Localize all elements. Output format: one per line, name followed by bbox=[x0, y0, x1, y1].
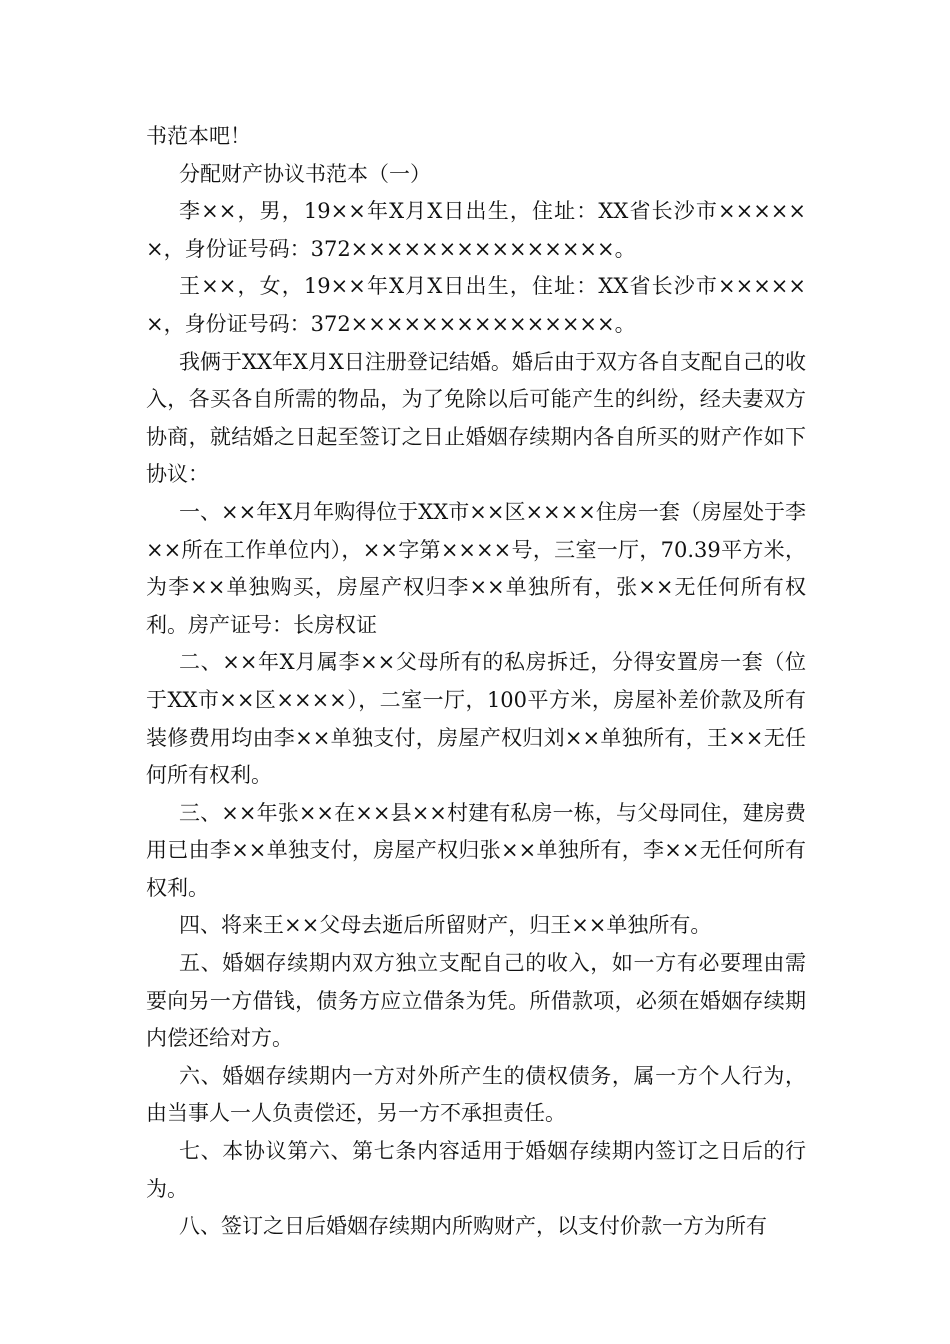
document-body bbox=[146, 118, 806, 1246]
section-title: 分配财产协议书范本（一） bbox=[179, 161, 431, 186]
clause-1: 一、××年X月年购得位于XX市××区××××住房一套（房屋处于李××所在工作单位内），××字第××××号，三室一厅，70.39平方米，为李××单独购买，房屋产权归李××单独所有，张××无任何所有权利。房产证号：长房权证 bbox=[146, 499, 806, 637]
clause-2: 二、××年X月属李××父母所有的私房拆迁，分得安置房一套（位于XX市××区××××），二室一厅，100平方米，房屋补差价款及所有装修费用均由李××单独支付，房屋产权归刘××单独所有，王××无任何所有权利。 bbox=[146, 650, 806, 788]
clause-4: 四、将来王××父母去逝后所留财产，归王××单独所有。 bbox=[179, 913, 712, 938]
clause-5: 五、婚姻存续期内双方独立支配自己的收入，如一方有必要理由需要向另一方借钱，债务方应立借条为凭。所借款项，必须在婚姻存续期内偿还给对方。 bbox=[146, 951, 806, 1051]
clause-8: 八、签订之日后婚姻存续期内所购财产，以支付价款一方为所有 bbox=[179, 1214, 767, 1239]
party-b-info: 王××，女，19××年X月X日出生，住址：XX省长沙市××××××，身份证号码：372×××××××××××××××。 bbox=[146, 274, 806, 336]
paragraph-continuation: 书范本吧！ bbox=[146, 124, 251, 148]
agreement-preamble: 我俩于XX年X月X日注册登记结婚。婚后由于双方各自支配自己的收入，各买各自所需的物品，为了免除以后可能产生的纠纷，经夫妻双方协商，就结婚之日起至签订之日止婚姻存续期内各自所买的财产作如下协议： bbox=[146, 349, 806, 487]
clause-7: 七、本协议第六、第七条内容适用于婚姻存续期内签订之日后的行为。 bbox=[146, 1139, 806, 1201]
clause-6: 六、婚姻存续期内一方对外所产生的债权债务，属一方个人行为，由当事人一人负责偿还，另一方不承担责任。 bbox=[146, 1063, 806, 1126]
clause-3: 三、××年张××在××县××村建有私房一栋，与父母同住，建房费用已由李××单独支付，房屋产权归张××单独所有，李××无任何所有权利。 bbox=[146, 800, 806, 900]
party-a-info: 李××，男，19××年X月X日出生，住址：XX省长沙市××××××，身份证号码：372×××××××××××××××。 bbox=[146, 199, 806, 261]
